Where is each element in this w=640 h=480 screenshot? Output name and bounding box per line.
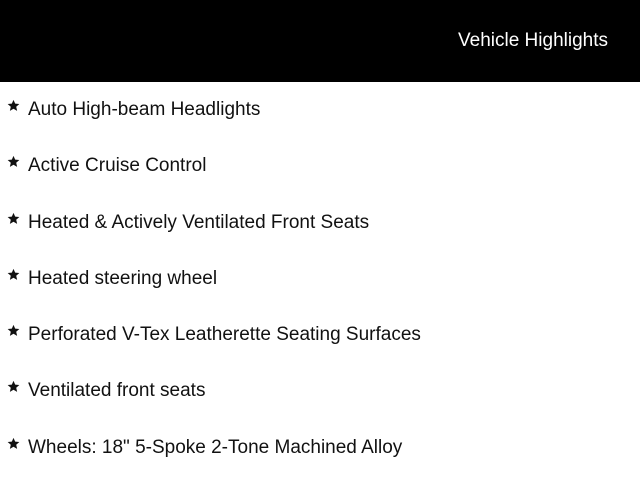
- star-icon: [7, 380, 20, 393]
- star-icon: [7, 268, 20, 281]
- highlight-item: [0, 420, 640, 476]
- highlights-list: [0, 82, 640, 476]
- highlight-item: [0, 363, 640, 419]
- highlight-item: [0, 251, 640, 307]
- star-icon: [7, 437, 20, 450]
- star-icon: [7, 212, 20, 225]
- star-icon: [7, 324, 20, 337]
- highlight-label: Perforated V-Tex Leatherette Seating Surfaces: [28, 324, 421, 346]
- highlight-item: [0, 82, 640, 138]
- highlight-label: Wheels: 18" 5-Spoke 2-Tone Machined Alloy: [28, 436, 403, 458]
- star-icon: [7, 99, 20, 112]
- star-icon: [7, 155, 20, 168]
- highlight-label: Active Cruise Control: [28, 155, 207, 177]
- highlight-item: [0, 138, 640, 194]
- highlight-label: Heated steering wheel: [28, 267, 218, 289]
- header-title: Vehicle Highlights: [458, 30, 608, 51]
- highlight-item: [0, 307, 640, 363]
- highlight-label: Ventilated front seats: [28, 380, 206, 402]
- vehicle-highlights-header: [0, 0, 640, 82]
- highlight-label: Auto High-beam Headlights: [28, 99, 261, 120]
- highlight-item: [0, 195, 640, 251]
- highlight-label: Heated & Actively Ventilated Front Seats: [28, 211, 370, 233]
